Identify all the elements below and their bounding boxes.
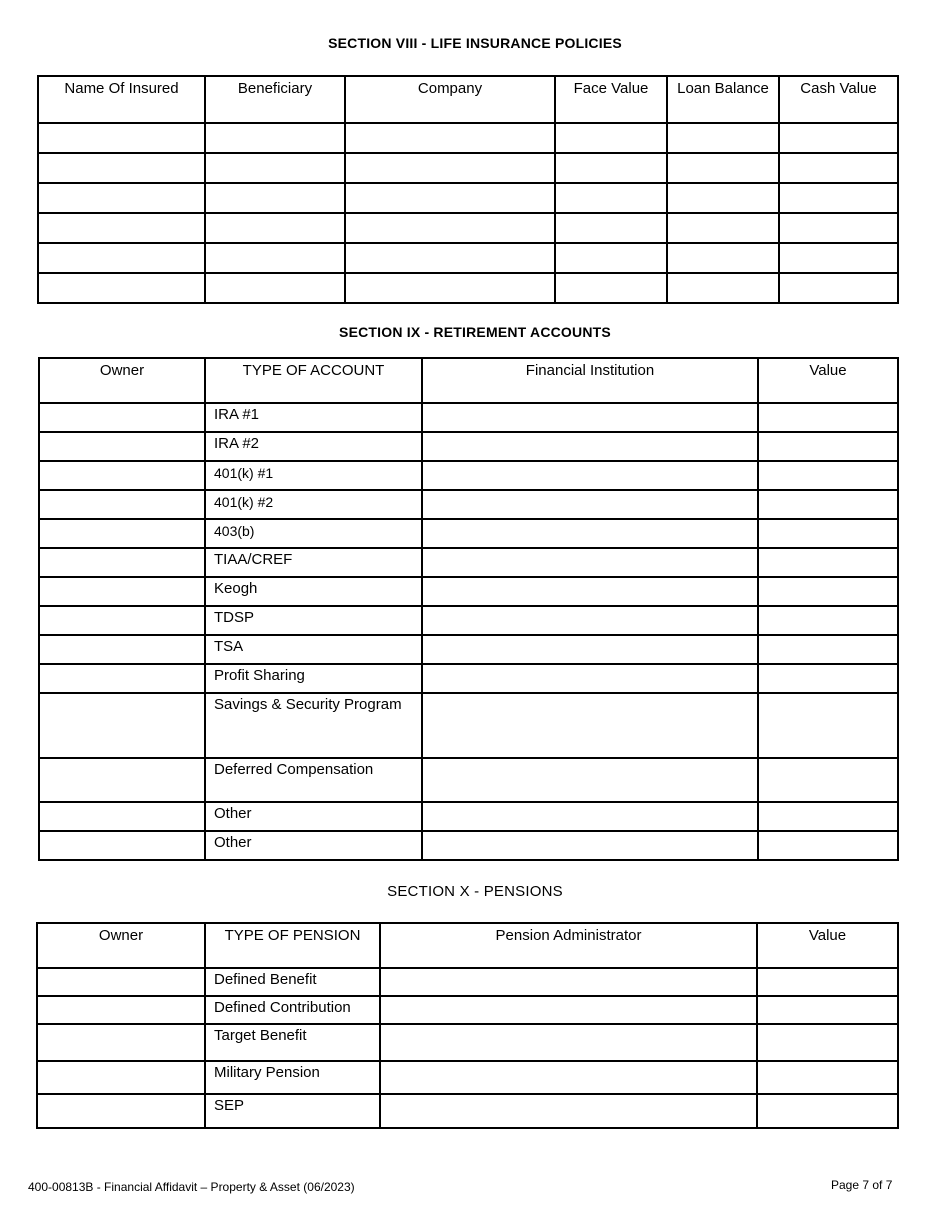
company-cell[interactable] — [345, 243, 555, 273]
account-type-cell: IRA #2 — [205, 432, 422, 461]
value-cell[interactable] — [757, 996, 898, 1024]
company-cell[interactable] — [345, 273, 555, 303]
life-insurance-row — [38, 213, 898, 243]
account-type-cell: TDSP — [205, 606, 422, 635]
account-type-cell: Savings & Security Program — [205, 693, 422, 758]
cash-value-cell[interactable] — [779, 213, 898, 243]
financial-institution-cell[interactable] — [422, 758, 758, 802]
financial-institution-cell[interactable] — [422, 635, 758, 664]
retirement-row — [39, 831, 898, 860]
header-owner: Owner — [39, 358, 205, 403]
retirement-row — [39, 519, 898, 548]
pension-administrator-cell[interactable] — [380, 1094, 757, 1128]
pension-type-cell: Defined Contribution — [205, 996, 380, 1024]
company-cell[interactable] — [345, 183, 555, 213]
retirement-accounts-table — [38, 357, 899, 861]
loan-balance-cell[interactable] — [667, 183, 779, 213]
value-cell[interactable] — [758, 461, 898, 490]
value-cell[interactable] — [758, 693, 898, 758]
account-type-cell: 403(b) — [205, 519, 422, 548]
pension-type-cell: SEP — [205, 1094, 380, 1128]
life-insurance-header-row — [38, 76, 898, 123]
value-cell[interactable] — [758, 664, 898, 693]
header-loan-balance: Loan Balance — [667, 76, 779, 123]
header-value: Value — [758, 358, 898, 403]
beneficiary-cell[interactable] — [205, 123, 345, 153]
owner-cell[interactable] — [39, 519, 205, 548]
owner-cell[interactable] — [39, 490, 205, 519]
pension-row — [37, 1024, 898, 1061]
owner-cell[interactable] — [37, 968, 205, 996]
header-face-value: Face Value — [555, 76, 667, 123]
life-insurance-row — [38, 183, 898, 213]
financial-institution-cell[interactable] — [422, 831, 758, 860]
owner-cell[interactable] — [39, 548, 205, 577]
loan-balance-cell[interactable] — [667, 273, 779, 303]
account-type-cell: Other — [205, 831, 422, 860]
financial-institution-cell[interactable] — [422, 664, 758, 693]
owner-cell[interactable] — [39, 831, 205, 860]
life-insurance-row — [38, 243, 898, 273]
form-id-footer: 400-00813B - Financial Affidavit – Property & Asset (06/2023) — [28, 1180, 355, 1194]
loan-balance-cell[interactable] — [667, 213, 779, 243]
pension-row — [37, 1094, 898, 1128]
pension-row — [37, 1061, 898, 1094]
cash-value-cell[interactable] — [779, 123, 898, 153]
owner-cell[interactable] — [37, 996, 205, 1024]
section-9-title: SECTION IX - RETIREMENT ACCOUNTS — [339, 324, 611, 340]
value-cell[interactable] — [757, 1094, 898, 1128]
retirement-header-row — [39, 358, 898, 403]
value-cell[interactable] — [758, 548, 898, 577]
account-type-cell: TSA — [205, 635, 422, 664]
owner-cell[interactable] — [39, 461, 205, 490]
account-type-cell: TIAA/CREF — [205, 548, 422, 577]
beneficiary-cell[interactable] — [205, 273, 345, 303]
owner-cell[interactable] — [39, 606, 205, 635]
header-value: Value — [757, 923, 898, 968]
owner-cell[interactable] — [39, 758, 205, 802]
retirement-row — [39, 802, 898, 831]
face-value-cell[interactable] — [555, 273, 667, 303]
account-type-cell: Deferred Compensation — [205, 758, 422, 802]
loan-balance-cell[interactable] — [667, 123, 779, 153]
financial-institution-cell[interactable] — [422, 606, 758, 635]
pensions-header-row — [37, 923, 898, 968]
value-cell[interactable] — [758, 432, 898, 461]
financial-institution-cell[interactable] — [422, 432, 758, 461]
name-of-insured-cell[interactable] — [38, 273, 205, 303]
header-type-of-pension: TYPE OF PENSION — [205, 923, 380, 968]
pension-administrator-cell[interactable] — [380, 968, 757, 996]
value-cell[interactable] — [758, 758, 898, 802]
financial-institution-cell[interactable] — [422, 802, 758, 831]
value-cell[interactable] — [757, 1024, 898, 1061]
owner-cell[interactable] — [39, 403, 205, 432]
account-type-cell: 401(k) #1 — [205, 461, 422, 490]
header-owner: Owner — [37, 923, 205, 968]
financial-institution-cell[interactable] — [422, 693, 758, 758]
section-10-title: SECTION X - PENSIONS — [387, 883, 563, 900]
value-cell[interactable] — [758, 831, 898, 860]
retirement-row — [39, 403, 898, 432]
retirement-row — [39, 548, 898, 577]
owner-cell[interactable] — [37, 1024, 205, 1061]
owner-cell[interactable] — [37, 1094, 205, 1128]
value-cell[interactable] — [758, 490, 898, 519]
retirement-row — [39, 606, 898, 635]
cash-value-cell[interactable] — [779, 273, 898, 303]
retirement-row — [39, 432, 898, 461]
pension-row — [37, 996, 898, 1024]
header-cash-value: Cash Value — [779, 76, 898, 123]
financial-institution-cell[interactable] — [422, 548, 758, 577]
beneficiary-cell[interactable] — [205, 183, 345, 213]
financial-institution-cell[interactable] — [422, 577, 758, 606]
beneficiary-cell[interactable] — [205, 213, 345, 243]
financial-institution-cell[interactable] — [422, 490, 758, 519]
retirement-row — [39, 490, 898, 519]
retirement-row — [39, 758, 898, 802]
life-insurance-row — [38, 273, 898, 303]
face-value-cell[interactable] — [555, 243, 667, 273]
retirement-row — [39, 461, 898, 490]
section-8-title: SECTION VIII - LIFE INSURANCE POLICIES — [328, 35, 622, 51]
name-of-insured-cell[interactable] — [38, 123, 205, 153]
company-cell[interactable] — [345, 123, 555, 153]
header-name-of-insured: Name Of Insured — [38, 76, 205, 123]
page-number: Page 7 of 7 — [831, 1178, 893, 1192]
face-value-cell[interactable] — [555, 213, 667, 243]
value-cell[interactable] — [758, 577, 898, 606]
owner-cell[interactable] — [39, 664, 205, 693]
account-type-cell: IRA #1 — [205, 403, 422, 432]
header-company: Company — [345, 76, 555, 123]
name-of-insured-cell[interactable] — [38, 183, 205, 213]
retirement-row — [39, 635, 898, 664]
pension-administrator-cell[interactable] — [380, 996, 757, 1024]
beneficiary-cell[interactable] — [205, 243, 345, 273]
life-insurance-row — [38, 153, 898, 183]
pension-type-cell: Military Pension — [205, 1061, 380, 1094]
account-type-cell: 401(k) #2 — [205, 490, 422, 519]
pension-administrator-cell[interactable] — [380, 1061, 757, 1094]
face-value-cell[interactable] — [555, 183, 667, 213]
pension-administrator-cell[interactable] — [380, 1024, 757, 1061]
value-cell[interactable] — [757, 968, 898, 996]
value-cell[interactable] — [758, 802, 898, 831]
account-type-cell: Keogh — [205, 577, 422, 606]
financial-institution-cell[interactable] — [422, 519, 758, 548]
value-cell[interactable] — [758, 635, 898, 664]
owner-cell[interactable] — [39, 802, 205, 831]
header-beneficiary: Beneficiary — [205, 76, 345, 123]
name-of-insured-cell[interactable] — [38, 153, 205, 183]
name-of-insured-cell[interactable] — [38, 243, 205, 273]
loan-balance-cell[interactable] — [667, 153, 779, 183]
face-value-cell[interactable] — [555, 153, 667, 183]
loan-balance-cell[interactable] — [667, 243, 779, 273]
owner-cell[interactable] — [37, 1061, 205, 1094]
value-cell[interactable] — [758, 403, 898, 432]
header-pension-administrator: Pension Administrator — [380, 923, 757, 968]
account-type-cell: Other — [205, 802, 422, 831]
owner-cell[interactable] — [39, 577, 205, 606]
retirement-row — [39, 664, 898, 693]
company-cell[interactable] — [345, 153, 555, 183]
pensions-table — [36, 922, 899, 1129]
company-cell[interactable] — [345, 213, 555, 243]
retirement-row — [39, 693, 898, 758]
cash-value-cell[interactable] — [779, 243, 898, 273]
life-insurance-table — [37, 75, 899, 304]
beneficiary-cell[interactable] — [205, 153, 345, 183]
financial-institution-cell[interactable] — [422, 461, 758, 490]
value-cell[interactable] — [757, 1061, 898, 1094]
pension-type-cell: Target Benefit — [205, 1024, 380, 1061]
header-type-of-account: TYPE OF ACCOUNT — [205, 358, 422, 403]
value-cell[interactable] — [758, 519, 898, 548]
financial-institution-cell[interactable] — [422, 403, 758, 432]
name-of-insured-cell[interactable] — [38, 213, 205, 243]
account-type-cell: Profit Sharing — [205, 664, 422, 693]
owner-cell[interactable] — [39, 432, 205, 461]
header-financial-institution: Financial Institution — [422, 358, 758, 403]
pension-type-cell: Defined Benefit — [205, 968, 380, 996]
cash-value-cell[interactable] — [779, 153, 898, 183]
retirement-row — [39, 577, 898, 606]
pension-row — [37, 968, 898, 996]
owner-cell[interactable] — [39, 635, 205, 664]
cash-value-cell[interactable] — [779, 183, 898, 213]
life-insurance-row — [38, 123, 898, 153]
owner-cell[interactable] — [39, 693, 205, 758]
face-value-cell[interactable] — [555, 123, 667, 153]
value-cell[interactable] — [758, 606, 898, 635]
